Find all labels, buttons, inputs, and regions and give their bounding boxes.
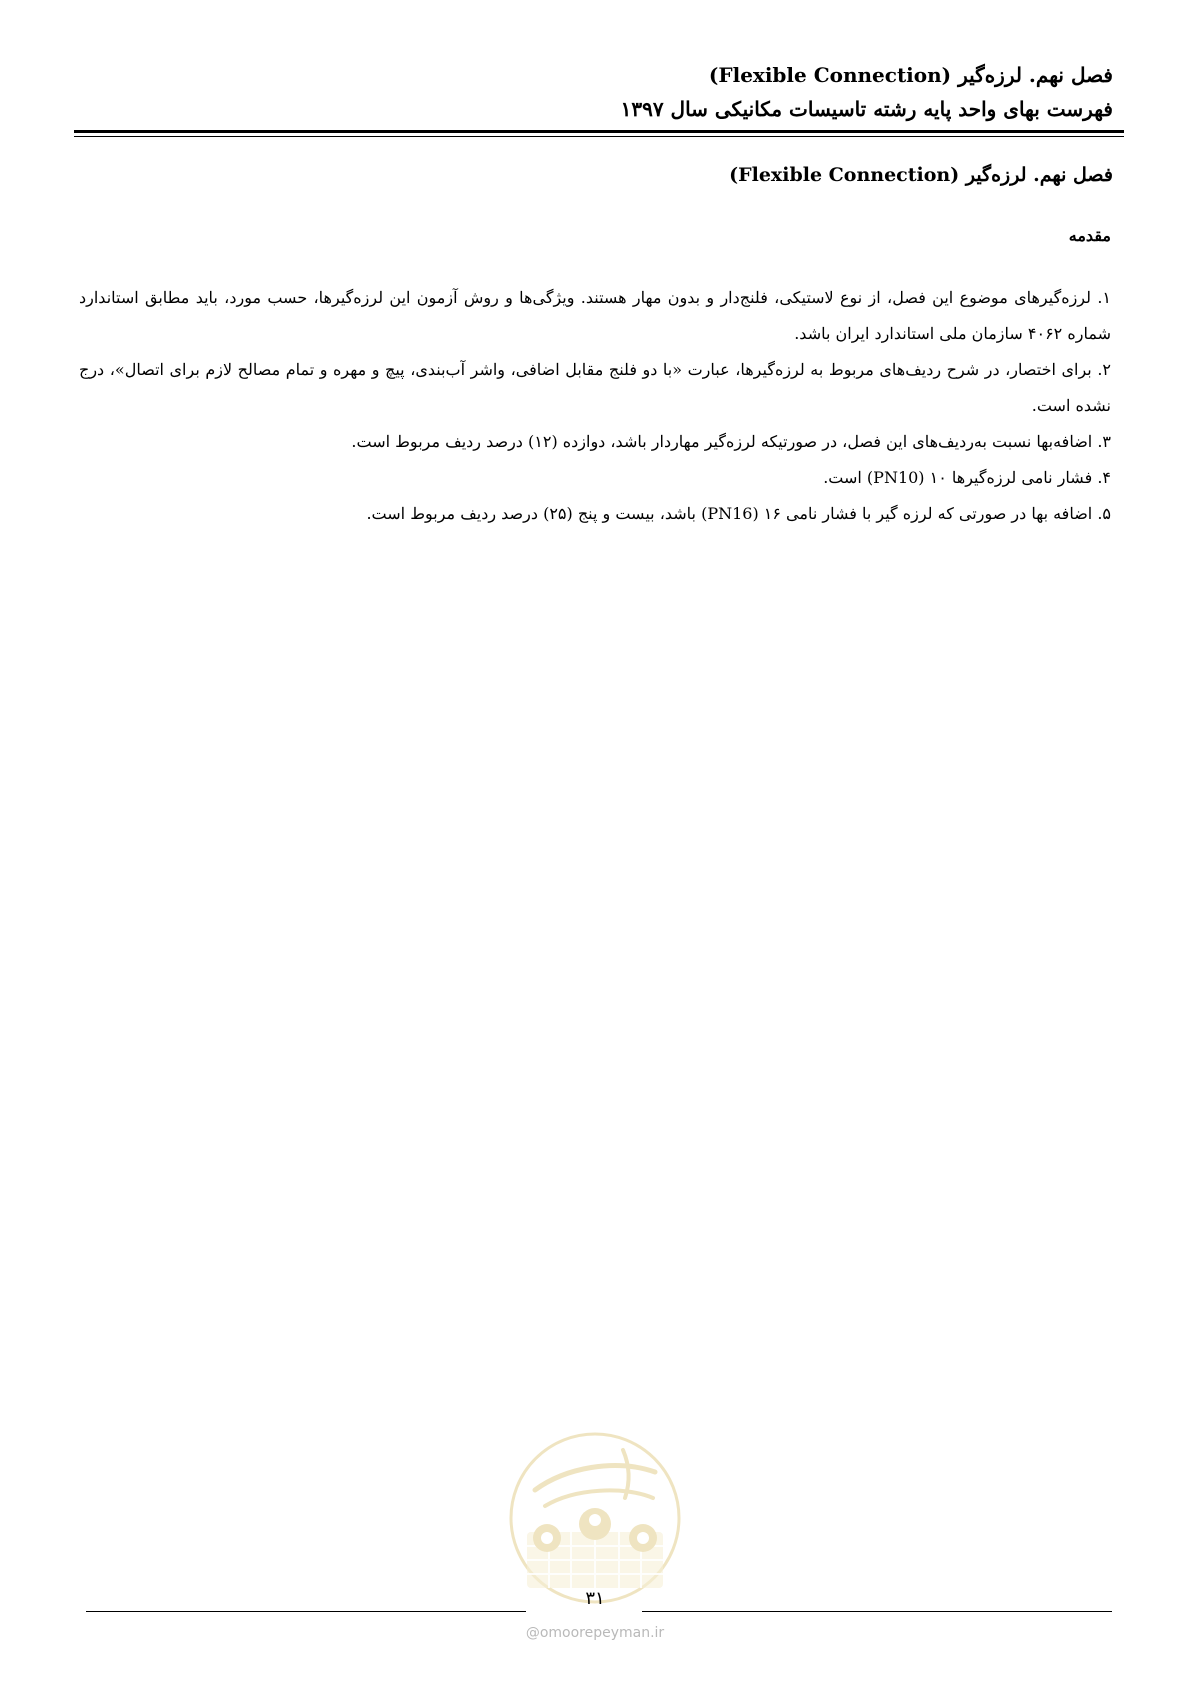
header-rule-thin: [74, 136, 1124, 137]
chapter-title: فصل نهم. لرزه‌گیر (Flexible Connection): [729, 164, 1113, 186]
header-rule-thick: [74, 130, 1124, 133]
paragraph-1: ۱. لرزه‌گیرهای موضوع این فصل، از نوع لاستیکی، فلنج‌دار و بدون مهار هستند. ویژگی‌ها و روش آزمون این لرزه‌گیرها، حسب مورد، باید مطابق استاندارد شماره ۴۰۶۲ سازمان ملی استاندارد ایران باشد.: [79, 288, 1111, 343]
paragraph-3: ۳. اضافه‌بها نسبت به‌ردیف‌های این فصل، در صورتیکه لرزه‌گیر مهاردار باشد، دوازده (۱۲) درصد ردیف مربوط است.: [351, 432, 1111, 451]
footer-rule-right: [642, 1611, 1112, 1612]
paragraph-2: ۲. برای اختصار، در شرح ردیف‌های مربوط به لرزه‌گیرها، عبارت «با دو فلنج مقابل اضافی، واشر آب‌بندی، پیچ و مهره و تمام مصالح لازم برای اتصال»، درج نشده است.: [79, 360, 1111, 415]
header-title-line: فهرست بهای واحد پایه رشته تاسیسات مکانیکی سال ۱۳۹۷: [620, 97, 1113, 121]
site-url: @omoorepeyman.ir: [525, 1625, 665, 1641]
footer-rule-left: [86, 1611, 526, 1612]
omoore-peyman-logo-icon: [505, 1428, 685, 1608]
page-number: ۳۱: [585, 1588, 605, 1609]
running-header: [81, 58, 1113, 126]
intro-heading: مقدمه: [1068, 226, 1111, 245]
intro-paragraph-list: [79, 280, 1111, 532]
paragraph-5: ۵. اضافه بها در صورتی که لرزه گیر با فشار نامی ۱۶ (PN16) باشد، بیست و پنج (۲۵) درصد ردیف مربوط است.: [366, 504, 1111, 523]
header-chapter-line: فصل نهم. لرزه‌گیر (Flexible Connection): [708, 63, 1113, 87]
paragraph-4: ۴. فشار نامی لرزه‌گیرها ۱۰ (PN10) است.: [823, 468, 1111, 487]
